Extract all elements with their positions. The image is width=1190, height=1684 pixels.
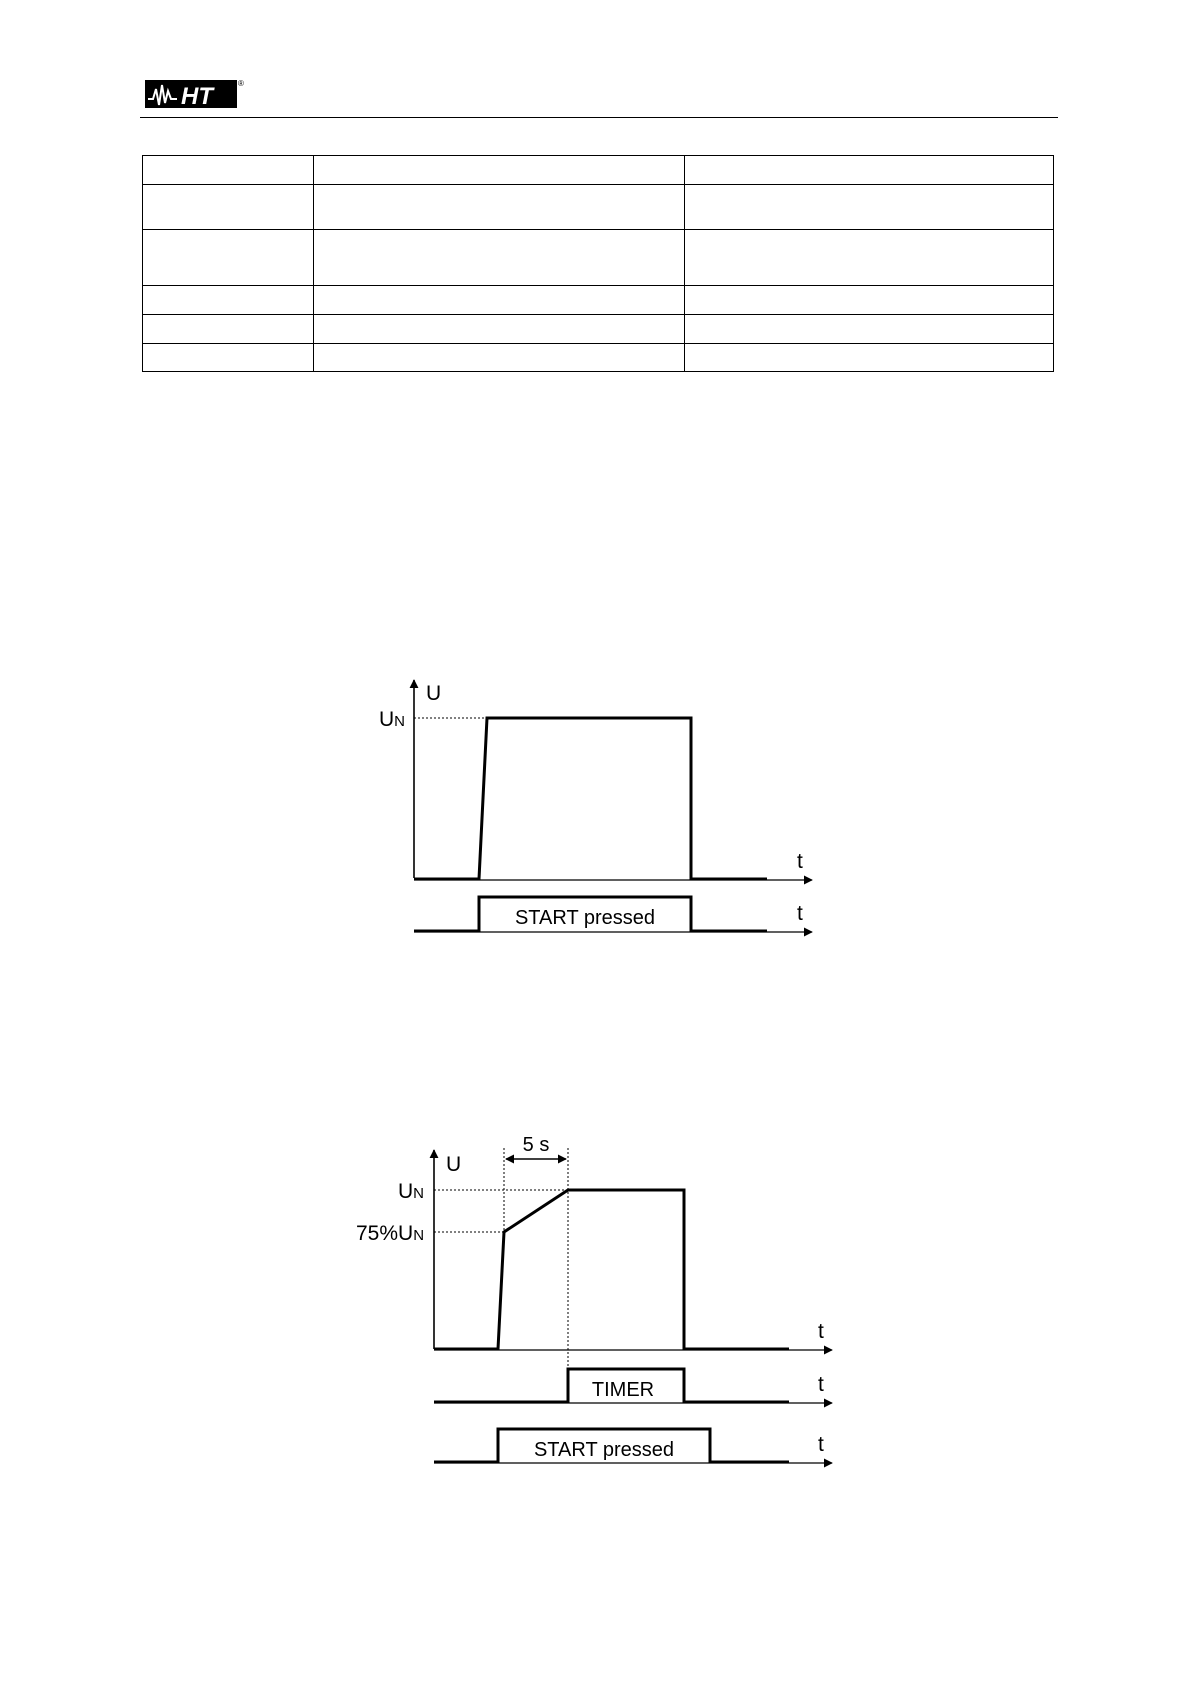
diagram2-time-label-start: t xyxy=(818,1433,824,1456)
diagram2-un-sub: N xyxy=(413,1185,425,1202)
diagram2-75un-label xyxy=(356,1222,424,1245)
diagram-1 xyxy=(379,680,812,932)
diagram1-un-main: U xyxy=(379,708,395,731)
diagram2-interval-label: 5 s xyxy=(522,1134,550,1156)
diagram1-un-sub: N xyxy=(394,713,406,730)
diagram1-time-label-voltage: t xyxy=(797,850,803,873)
diagram2-y-axis-label: U xyxy=(446,1153,462,1176)
diagram2-un-label xyxy=(398,1180,424,1203)
diagram-2 xyxy=(356,1134,832,1463)
diagram2-75un-sub: N xyxy=(413,1227,425,1244)
diagram2-timer-label: TIMER xyxy=(591,1379,655,1401)
diagram1-voltage-waveform xyxy=(414,718,767,879)
diagram2-start-label: START pressed xyxy=(533,1439,675,1461)
diagram2-un-main: U xyxy=(398,1180,414,1203)
diagram1-y-axis-label: U xyxy=(426,682,442,705)
diagram2-time-label-voltage: t xyxy=(818,1320,824,1343)
diagram1-un-label xyxy=(379,708,405,731)
diagram2-time-label-timer: t xyxy=(818,1373,824,1396)
diagram1-time-label-start: t xyxy=(797,902,803,925)
ht-logo-text: HT xyxy=(181,83,213,110)
diagram1-start-label: START pressed xyxy=(514,907,656,929)
diagram2-voltage-waveform xyxy=(434,1190,789,1349)
diagram2-75un-main: 75%U xyxy=(356,1222,414,1245)
ht-logo-registered-mark: ® xyxy=(238,79,244,88)
